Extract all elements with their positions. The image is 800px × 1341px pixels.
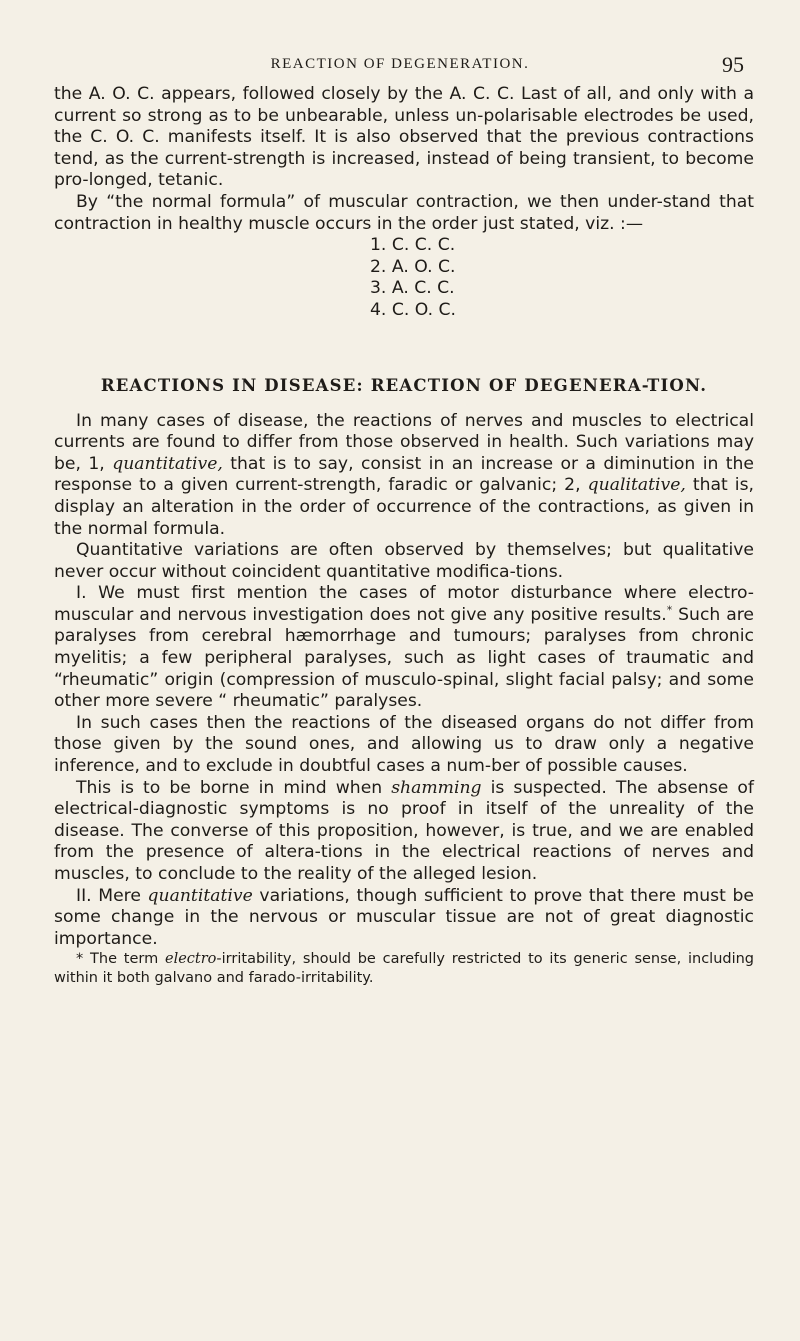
normal-formula-list [370, 235, 754, 321]
section-heading: REACTIONS IN DISEASE: REACTION OF DEGENERA-TION. [100, 375, 708, 395]
italic-term: shamming [391, 777, 482, 798]
text-run: that is, display an alteration in the order of occurrence of the contractions, as given in the normal formula. [54, 475, 754, 539]
text-run: The term [83, 951, 165, 968]
paragraph-variations [54, 411, 754, 541]
text-run: II. Mere [76, 885, 148, 906]
footnote-reference: * [666, 603, 673, 617]
paragraph-quantitative: Quantitative variations are often observed by themselves; but qualitative never occur without coincident quantitative modifica-tions. [54, 540, 754, 582]
formula-item: 1. C. C. C. [370, 235, 456, 256]
paragraph-motor-disturbance [54, 583, 754, 713]
body-text [54, 84, 754, 988]
paragraph-quantitative-variations [54, 886, 754, 951]
running-head: REACTION OF DEGENERATION. [270, 56, 530, 72]
footnote [54, 950, 754, 988]
italic-term: quantitative, [112, 453, 223, 474]
paragraph-shamming [54, 778, 754, 886]
formula-item: 2. A. O. C. [370, 256, 456, 277]
formula-item: 4. C. O. C. [370, 299, 457, 320]
text-run: I. We must first mention the cases of motor disturbance where electro-muscular and nervous investigation does not give any positive results. [54, 583, 754, 625]
text-run: -irritability, should be carefully restricted to its generic sense, including within it both galvano and farado-irritability. [54, 951, 755, 987]
footnote-mark: * [76, 951, 84, 968]
intro-paragraph: the A. O. C. appears, followed closely by the A. C. C. Last of all, and only with a current so strong as to be unbearable, unless un-polarisable electrodes be used, the C. O. C. manifests itself. It is also observed that the previous contractions tend, as the current-strength is increased, instead of being transient, to become pro-longed, tetanic. [54, 84, 754, 191]
italic-term: quantitative [147, 885, 253, 906]
formula-item: 3. A. C. C. [370, 278, 455, 299]
text-run: This is to be borne in mind when [76, 777, 392, 798]
text-run: Such are paralyses from cerebral hæmorrhage and tumours; paralyses from chronic myelitis; a few peripheral paralyses, such as light cases of traumatic and “rheumatic” origin (compression of musculo-spinal, slight facial palsy; and some other more severe “ rheumatic” paralyses. [54, 604, 754, 712]
italic-term: electro [165, 951, 217, 968]
text-run: variations, though sufficient to prove that there must be some change in the nervous or muscular tissue are not of great diagnostic importance. [54, 885, 754, 949]
page-number: 95 [722, 52, 744, 77]
paragraph-negative-inference: In such cases then the reactions of the diseased organs do not differ from those given by the sound ones, and allowing us to draw only a negative inference, and to exclude in doubtful cases a num-ber of possible causes. [54, 712, 754, 777]
page-header [0, 52, 800, 82]
text-run: In many cases of disease, the reactions of nerves and muscles to electrical currents are found to differ from those observed in health. Such variations may be, 1, [54, 410, 754, 474]
italic-term: qualitative, [587, 475, 686, 496]
text-run: that is to say, consist in an increase or a diminution in the response to a given current-strength, faradic or galvanic; 2, [54, 453, 754, 496]
text-run: is suspected. The absense of electrical-diagnostic symptoms is no proof in itself of the unreality of the disease. The converse of this proposition, however, is true, and we are enabled from the presence of altera-tions in the electrical reactions of nerves and muscles, to conclude to the reality of the alleged lesion. [54, 777, 754, 884]
normal-formula-paragraph: By “the normal formula” of muscular contraction, we then under-stand that contraction in healthy muscle occurs in the order just stated, viz. :— [54, 191, 754, 234]
